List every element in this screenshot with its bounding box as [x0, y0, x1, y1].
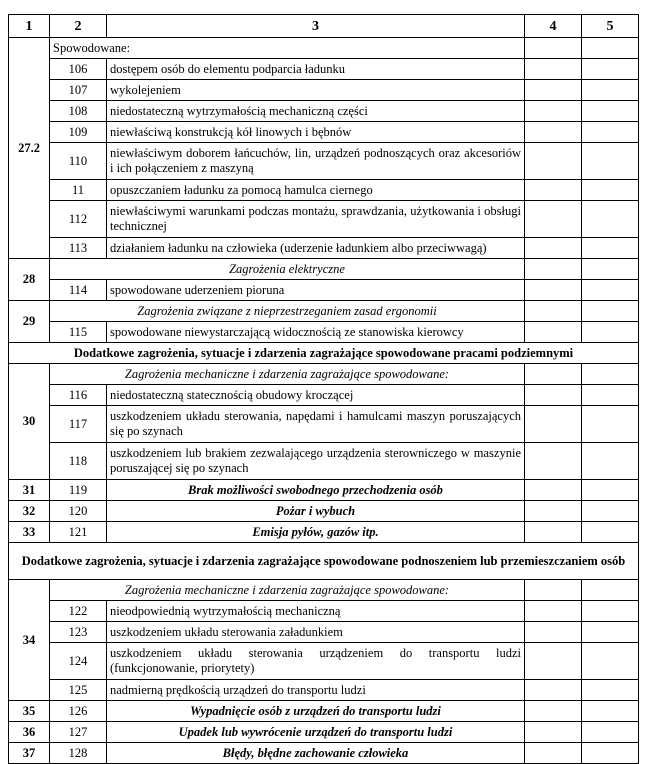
hazard-description: opuszczaniem ładunku za pomocą hamulca ciernego — [107, 180, 525, 201]
hazard-description: spowodowane uderzeniem pioruna — [107, 280, 525, 301]
hazard-title: Brak możliwości swobodnego przechodzenia osób — [107, 480, 525, 501]
column-5-cell — [582, 722, 639, 743]
column-5-cell — [582, 101, 639, 122]
column-5-cell — [582, 522, 639, 543]
table-row — [9, 38, 639, 59]
hazard-title: Upadek lub wywrócenie urządzeń do transportu ludzi — [107, 722, 525, 743]
table-row — [9, 122, 639, 143]
column-4-cell — [525, 680, 582, 701]
hazard-code: 106 — [50, 59, 107, 80]
hazard-description: nadmierną prędkością urządzeń do transportu ludzi — [107, 680, 525, 701]
hazard-code: 121 — [50, 522, 107, 543]
hazard-code: 108 — [50, 101, 107, 122]
column-5-cell — [582, 480, 639, 501]
column-5-cell — [582, 622, 639, 643]
column-5-cell — [582, 280, 639, 301]
hazard-group-number: 28 — [9, 259, 50, 301]
table-row — [9, 80, 639, 101]
column-5-cell — [582, 38, 639, 59]
hazard-table — [8, 14, 639, 764]
table-row — [9, 622, 639, 643]
column-5-cell — [582, 743, 639, 764]
hazard-code: 113 — [50, 238, 107, 259]
column-5-cell — [582, 385, 639, 406]
column-5-cell — [582, 238, 639, 259]
column-4-cell — [525, 601, 582, 622]
table-row — [9, 543, 639, 580]
column-4-cell — [525, 406, 582, 443]
hazard-description: niedostateczną wytrzymałością mechaniczną części — [107, 101, 525, 122]
table-row — [9, 201, 639, 238]
hazard-description: niedostateczną statecznością obudowy kroczącej — [107, 385, 525, 406]
column-5-cell — [582, 364, 639, 385]
header-cell: 2 — [50, 15, 107, 38]
hazard-code: 115 — [50, 322, 107, 343]
table-row — [9, 385, 639, 406]
column-4-cell — [525, 101, 582, 122]
column-5-cell — [582, 322, 639, 343]
header-cell: 3 — [107, 15, 525, 38]
hazard-description: niewłaściwym doborem łańcuchów, lin, urządzeń podnoszących oraz akcesoriów i ich połączeniem z maszyną — [107, 143, 525, 180]
hazard-code: 119 — [50, 480, 107, 501]
table-row — [9, 480, 639, 501]
column-5-cell — [582, 59, 639, 80]
hazard-code: 128 — [50, 743, 107, 764]
table-row — [9, 643, 639, 680]
hazard-code: 120 — [50, 501, 107, 522]
column-4-cell — [525, 522, 582, 543]
hazard-group-number: 36 — [9, 722, 50, 743]
hazard-code: 123 — [50, 622, 107, 643]
hazard-group-title: Zagrożenia mechaniczne i zdarzenia zagrażające spowodowane: — [50, 364, 525, 385]
column-4-cell — [525, 122, 582, 143]
table-row — [9, 522, 639, 543]
column-4-cell — [525, 259, 582, 280]
hazard-description: uszkodzeniem układu sterowania załadunkiem — [107, 622, 525, 643]
hazard-group-title: Zagrożenia związane z nieprzestrzeganiem zasad ergonomii — [50, 301, 525, 322]
hazard-group-title: Zagrożenia mechaniczne i zdarzenia zagrażające spowodowane: — [50, 580, 525, 601]
hazard-description: niewłaściwymi warunkami podczas montażu, sprawdzania, użytkowania i obsługi technicznej — [107, 201, 525, 238]
hazard-code: 107 — [50, 80, 107, 101]
hazard-group-number: 35 — [9, 701, 50, 722]
hazard-code: 125 — [50, 680, 107, 701]
column-5-cell — [582, 680, 639, 701]
table-row — [9, 101, 639, 122]
table-row — [9, 280, 639, 301]
column-4-cell — [525, 722, 582, 743]
hazard-description: uszkodzeniem lub brakiem zezwalającego urządzenia sterowniczego w maszynie poruszającej się po szynach — [107, 443, 525, 480]
column-4-cell — [525, 643, 582, 680]
column-4-cell — [525, 201, 582, 238]
column-5-cell — [582, 180, 639, 201]
hazard-description: spowodowane niewystarczającą widocznością ze stanowiska kierowcy — [107, 322, 525, 343]
table-row — [9, 406, 639, 443]
column-4-cell — [525, 443, 582, 480]
column-4-cell — [525, 301, 582, 322]
hazard-description: nieodpowiednią wytrzymałością mechaniczną — [107, 601, 525, 622]
table-row — [9, 238, 639, 259]
column-5-cell — [582, 122, 639, 143]
header-cell: 1 — [9, 15, 50, 38]
column-4-cell — [525, 322, 582, 343]
hazard-group-number: 30 — [9, 364, 50, 480]
column-4-cell — [525, 385, 582, 406]
column-4-cell — [525, 701, 582, 722]
hazard-code: 112 — [50, 201, 107, 238]
hazard-group-number: 27.2 — [9, 38, 50, 259]
column-5-cell — [582, 201, 639, 238]
column-5-cell — [582, 580, 639, 601]
column-5-cell — [582, 601, 639, 622]
hazard-table-body — [9, 15, 639, 764]
hazard-group-title: Spowodowane: — [50, 38, 525, 59]
header-row — [9, 15, 639, 38]
hazard-title: Emisja pyłów, gazów itp. — [107, 522, 525, 543]
table-row — [9, 180, 639, 201]
hazard-group-number: 31 — [9, 480, 50, 501]
column-5-cell — [582, 501, 639, 522]
hazard-group-title: Zagrożenia elektryczne — [50, 259, 525, 280]
column-5-cell — [582, 259, 639, 280]
hazard-group-number: 37 — [9, 743, 50, 764]
table-row — [9, 722, 639, 743]
column-4-cell — [525, 80, 582, 101]
column-4-cell — [525, 364, 582, 385]
hazard-code: 11 — [50, 180, 107, 201]
table-row — [9, 301, 639, 322]
table-row — [9, 701, 639, 722]
hazard-group-number: 29 — [9, 301, 50, 343]
hazard-code: 114 — [50, 280, 107, 301]
hazard-title: Błędy, błędne zachowanie człowieka — [107, 743, 525, 764]
column-4-cell — [525, 59, 582, 80]
hazard-code: 116 — [50, 385, 107, 406]
hazard-code: 124 — [50, 643, 107, 680]
hazard-code: 118 — [50, 443, 107, 480]
table-row — [9, 580, 639, 601]
hazard-description: niewłaściwą konstrukcją kół linowych i bębnów — [107, 122, 525, 143]
hazard-code: 127 — [50, 722, 107, 743]
hazard-code: 122 — [50, 601, 107, 622]
hazard-group-number: 34 — [9, 580, 50, 701]
hazard-title: Pożar i wybuch — [107, 501, 525, 522]
column-4-cell — [525, 238, 582, 259]
table-row — [9, 680, 639, 701]
table-row — [9, 601, 639, 622]
hazard-title: Wypadnięcie osób z urządzeń do transportu ludzi — [107, 701, 525, 722]
column-4-cell — [525, 180, 582, 201]
hazard-code: 110 — [50, 143, 107, 180]
header-cell: 5 — [582, 15, 639, 38]
table-row — [9, 343, 639, 364]
hazard-description: dostępem osób do elementu podparcia ładunku — [107, 59, 525, 80]
column-4-cell — [525, 143, 582, 180]
column-4-cell — [525, 743, 582, 764]
table-row — [9, 322, 639, 343]
column-4-cell — [525, 38, 582, 59]
column-5-cell — [582, 80, 639, 101]
table-row — [9, 501, 639, 522]
header-cell: 4 — [525, 15, 582, 38]
hazard-description: działaniem ładunku na człowieka (uderzenie ładunkiem albo przeciwwagą) — [107, 238, 525, 259]
table-row — [9, 143, 639, 180]
column-5-cell — [582, 143, 639, 180]
column-5-cell — [582, 301, 639, 322]
hazard-code: 109 — [50, 122, 107, 143]
column-4-cell — [525, 622, 582, 643]
hazard-group-number: 32 — [9, 501, 50, 522]
hazard-description: uszkodzeniem układu sterowania urządzeniem do transportu ludzi (funkcjonowanie, priorytety) — [107, 643, 525, 680]
hazard-group-number: 33 — [9, 522, 50, 543]
column-5-cell — [582, 406, 639, 443]
section-heading: Dodatkowe zagrożenia, sytuacje i zdarzenia zagrażające spowodowane podnoszeniem lub przemieszczaniem osób — [9, 543, 639, 580]
column-4-cell — [525, 480, 582, 501]
table-row — [9, 259, 639, 280]
column-4-cell — [525, 501, 582, 522]
column-5-cell — [582, 443, 639, 480]
hazard-description: uszkodzeniem układu sterowania, napędami i hamulcami maszyn poruszających się po szynach — [107, 406, 525, 443]
table-row — [9, 59, 639, 80]
table-row — [9, 743, 639, 764]
hazard-description: wykolejeniem — [107, 80, 525, 101]
column-5-cell — [582, 701, 639, 722]
hazard-code: 117 — [50, 406, 107, 443]
hazard-code: 126 — [50, 701, 107, 722]
column-4-cell — [525, 580, 582, 601]
table-row — [9, 443, 639, 480]
column-4-cell — [525, 280, 582, 301]
table-row — [9, 364, 639, 385]
column-5-cell — [582, 643, 639, 680]
section-heading: Dodatkowe zagrożenia, sytuacje i zdarzenia zagrażające spowodowane pracami podziemnymi — [9, 343, 639, 364]
